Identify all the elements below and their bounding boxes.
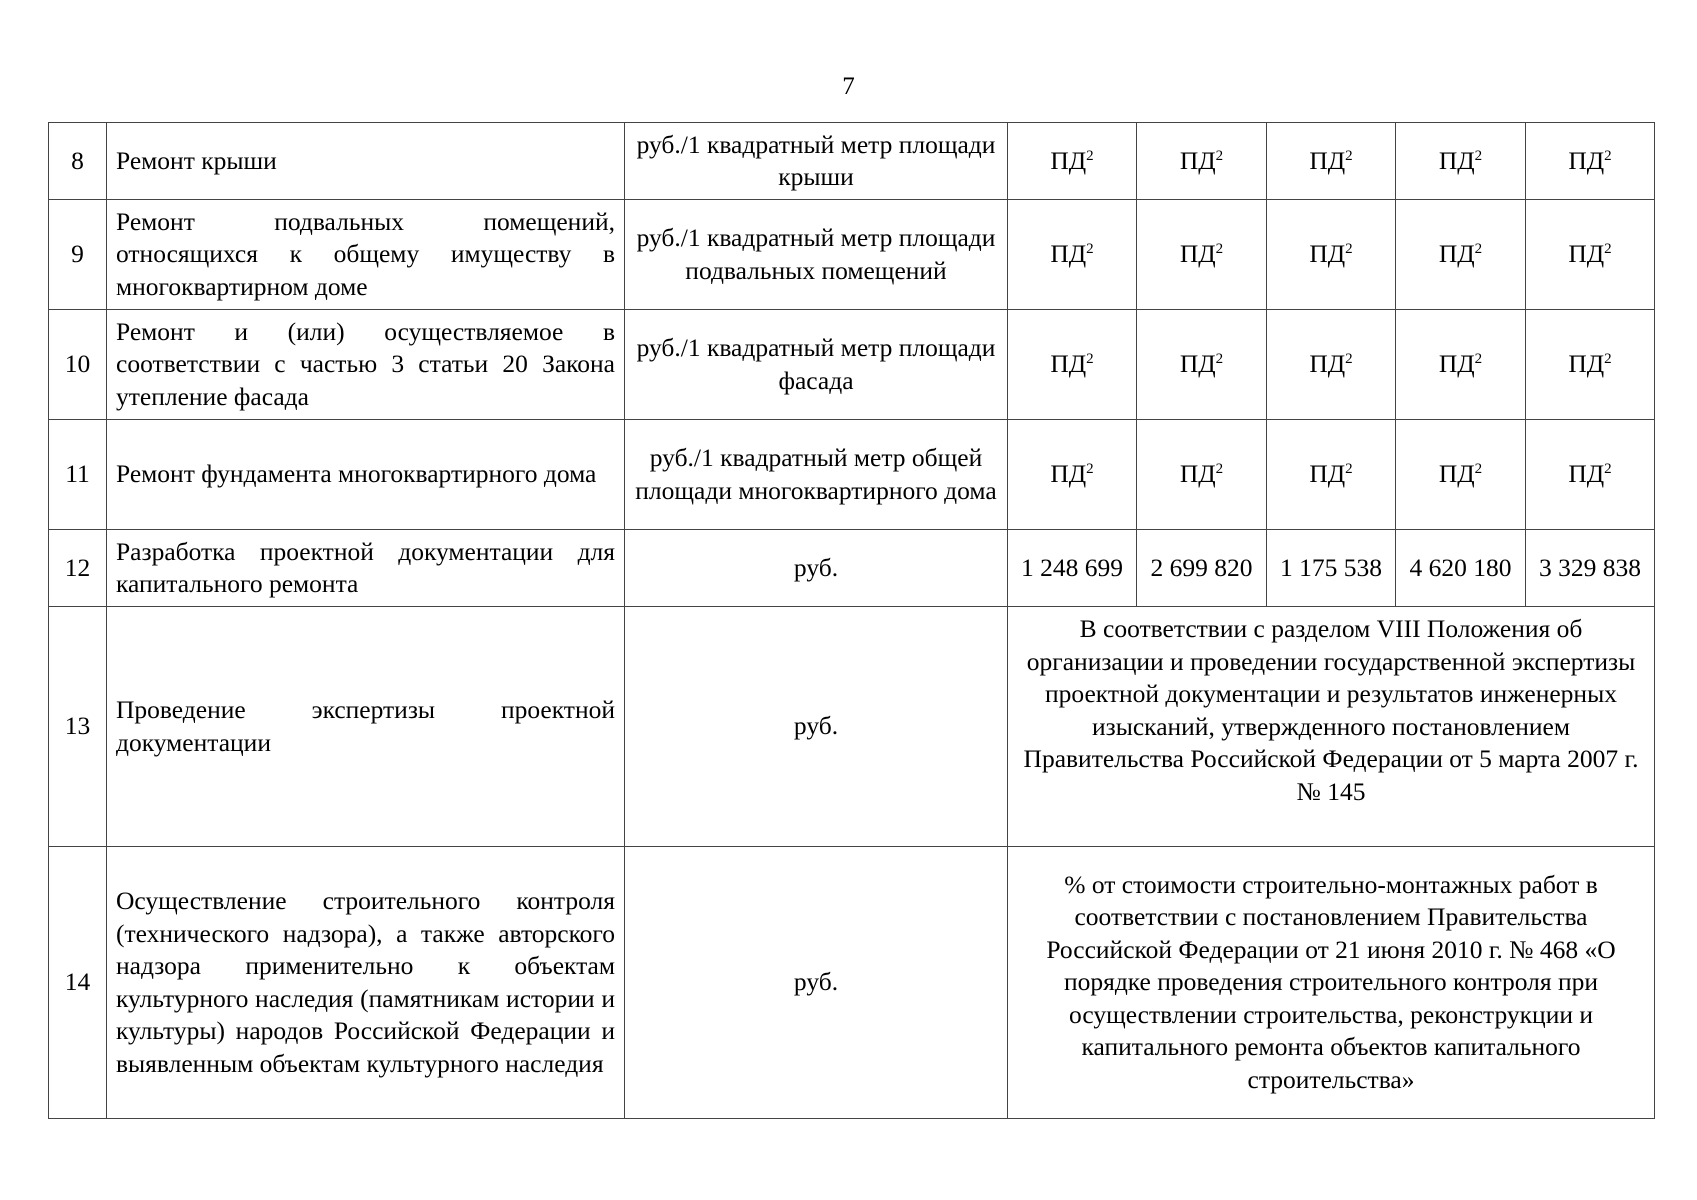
table-row [49,200,1655,310]
work-type-name: Разработка проектной документации для капитального ремонта [107,530,625,607]
value-cell: 1 175 538 [1267,530,1396,607]
row-number: 10 [49,310,107,420]
value-cell: $ПД^2$ [1526,310,1655,420]
unit-of-measure: руб. [625,847,1008,1119]
value-cell: 1 248 699 [1008,530,1137,607]
page-number: 7 [842,73,855,100]
unit-of-measure: руб./1 квадратный метр общей площади многоквартирного дома [625,420,1008,530]
value-cell: $ПД^2$ [1008,123,1137,200]
work-type-name: Проведение экспертизы проектной документации [107,607,625,847]
unit-of-measure: руб./1 квадратный метр площади фасада [625,310,1008,420]
row-number: 8 [49,123,107,200]
value-cell: $ПД^2$ [1396,123,1526,200]
value-cell: $ПД^2$ [1137,310,1267,420]
table-row [49,607,1655,847]
value-cell: $ПД^2$ [1526,200,1655,310]
row-number: 13 [49,607,107,847]
value-cell: $ПД^2$ [1267,123,1396,200]
value-cell: 4 620 180 [1396,530,1526,607]
unit-of-measure: руб./1 квадратный метр площади крыши [625,123,1008,200]
table-row [49,420,1655,530]
work-type-name: Ремонт и (или) осуществляемое в соответствии с частью 3 статьи 20 Закона утепление фасада [107,310,625,420]
value-cell: $ПД^2$ [1137,123,1267,200]
value-cell: 3 329 838 [1526,530,1655,607]
row-number: 12 [49,530,107,607]
value-cell: $ПД^2$ [1137,420,1267,530]
value-cell: $ПД^2$ [1267,200,1396,310]
merged-note-cell: % от стоимости строительно-монтажных работ в соответствии с постановлением Правительства Российской Федерации от 21 июня 2010 г. № 468 «О порядке проведения строительного контроля при осуществлении строительства, реконструкции и капитального ремонта объектов капитального строительства» [1008,847,1655,1119]
value-cell: $ПД^2$ [1137,200,1267,310]
value-cell: 2 699 820 [1137,530,1267,607]
value-cell: $ПД^2$ [1008,420,1137,530]
table-row [49,123,1655,200]
capital-repair-cost-table [48,122,1655,1119]
value-cell: $ПД^2$ [1267,310,1396,420]
unit-of-measure: руб. [625,530,1008,607]
table-row [49,530,1655,607]
row-number: 14 [49,847,107,1119]
value-cell: $ПД^2$ [1008,310,1137,420]
merged-note-cell: В соответствии с разделом VIII Положения об организации и проведении государственной экспертизы проектной документации и результатов инженерных изысканий, утвержденного постановлением Правительства Российской Федерации от 5 марта 2007 г. № 145 [1008,607,1655,847]
row-number: 9 [49,200,107,310]
work-type-name: Осуществление строительного контроля (технического надзора), а также авторского надзора применительно к объектам культурного наследия (памятникам истории и культуры) народов Российской Федерации и выявленным объектам культурного наследия [107,847,625,1119]
value-cell: $ПД^2$ [1526,123,1655,200]
value-cell: $ПД^2$ [1008,200,1137,310]
value-cell: $ПД^2$ [1396,200,1526,310]
value-cell: $ПД^2$ [1396,310,1526,420]
unit-of-measure: руб. [625,607,1008,847]
work-type-name: Ремонт крыши [107,123,625,200]
unit-of-measure: руб./1 квадратный метр площади подвальных помещений [625,200,1008,310]
table-row [49,310,1655,420]
value-cell: $ПД^2$ [1267,420,1396,530]
table-row [49,847,1655,1119]
value-cell: $ПД^2$ [1396,420,1526,530]
value-cell: $ПД^2$ [1526,420,1655,530]
work-type-name: Ремонт фундамента многоквартирного дома [107,420,625,530]
work-type-name: Ремонт подвальных помещений, относящихся к общему имуществу в многоквартирном доме [107,200,625,310]
row-number: 11 [49,420,107,530]
